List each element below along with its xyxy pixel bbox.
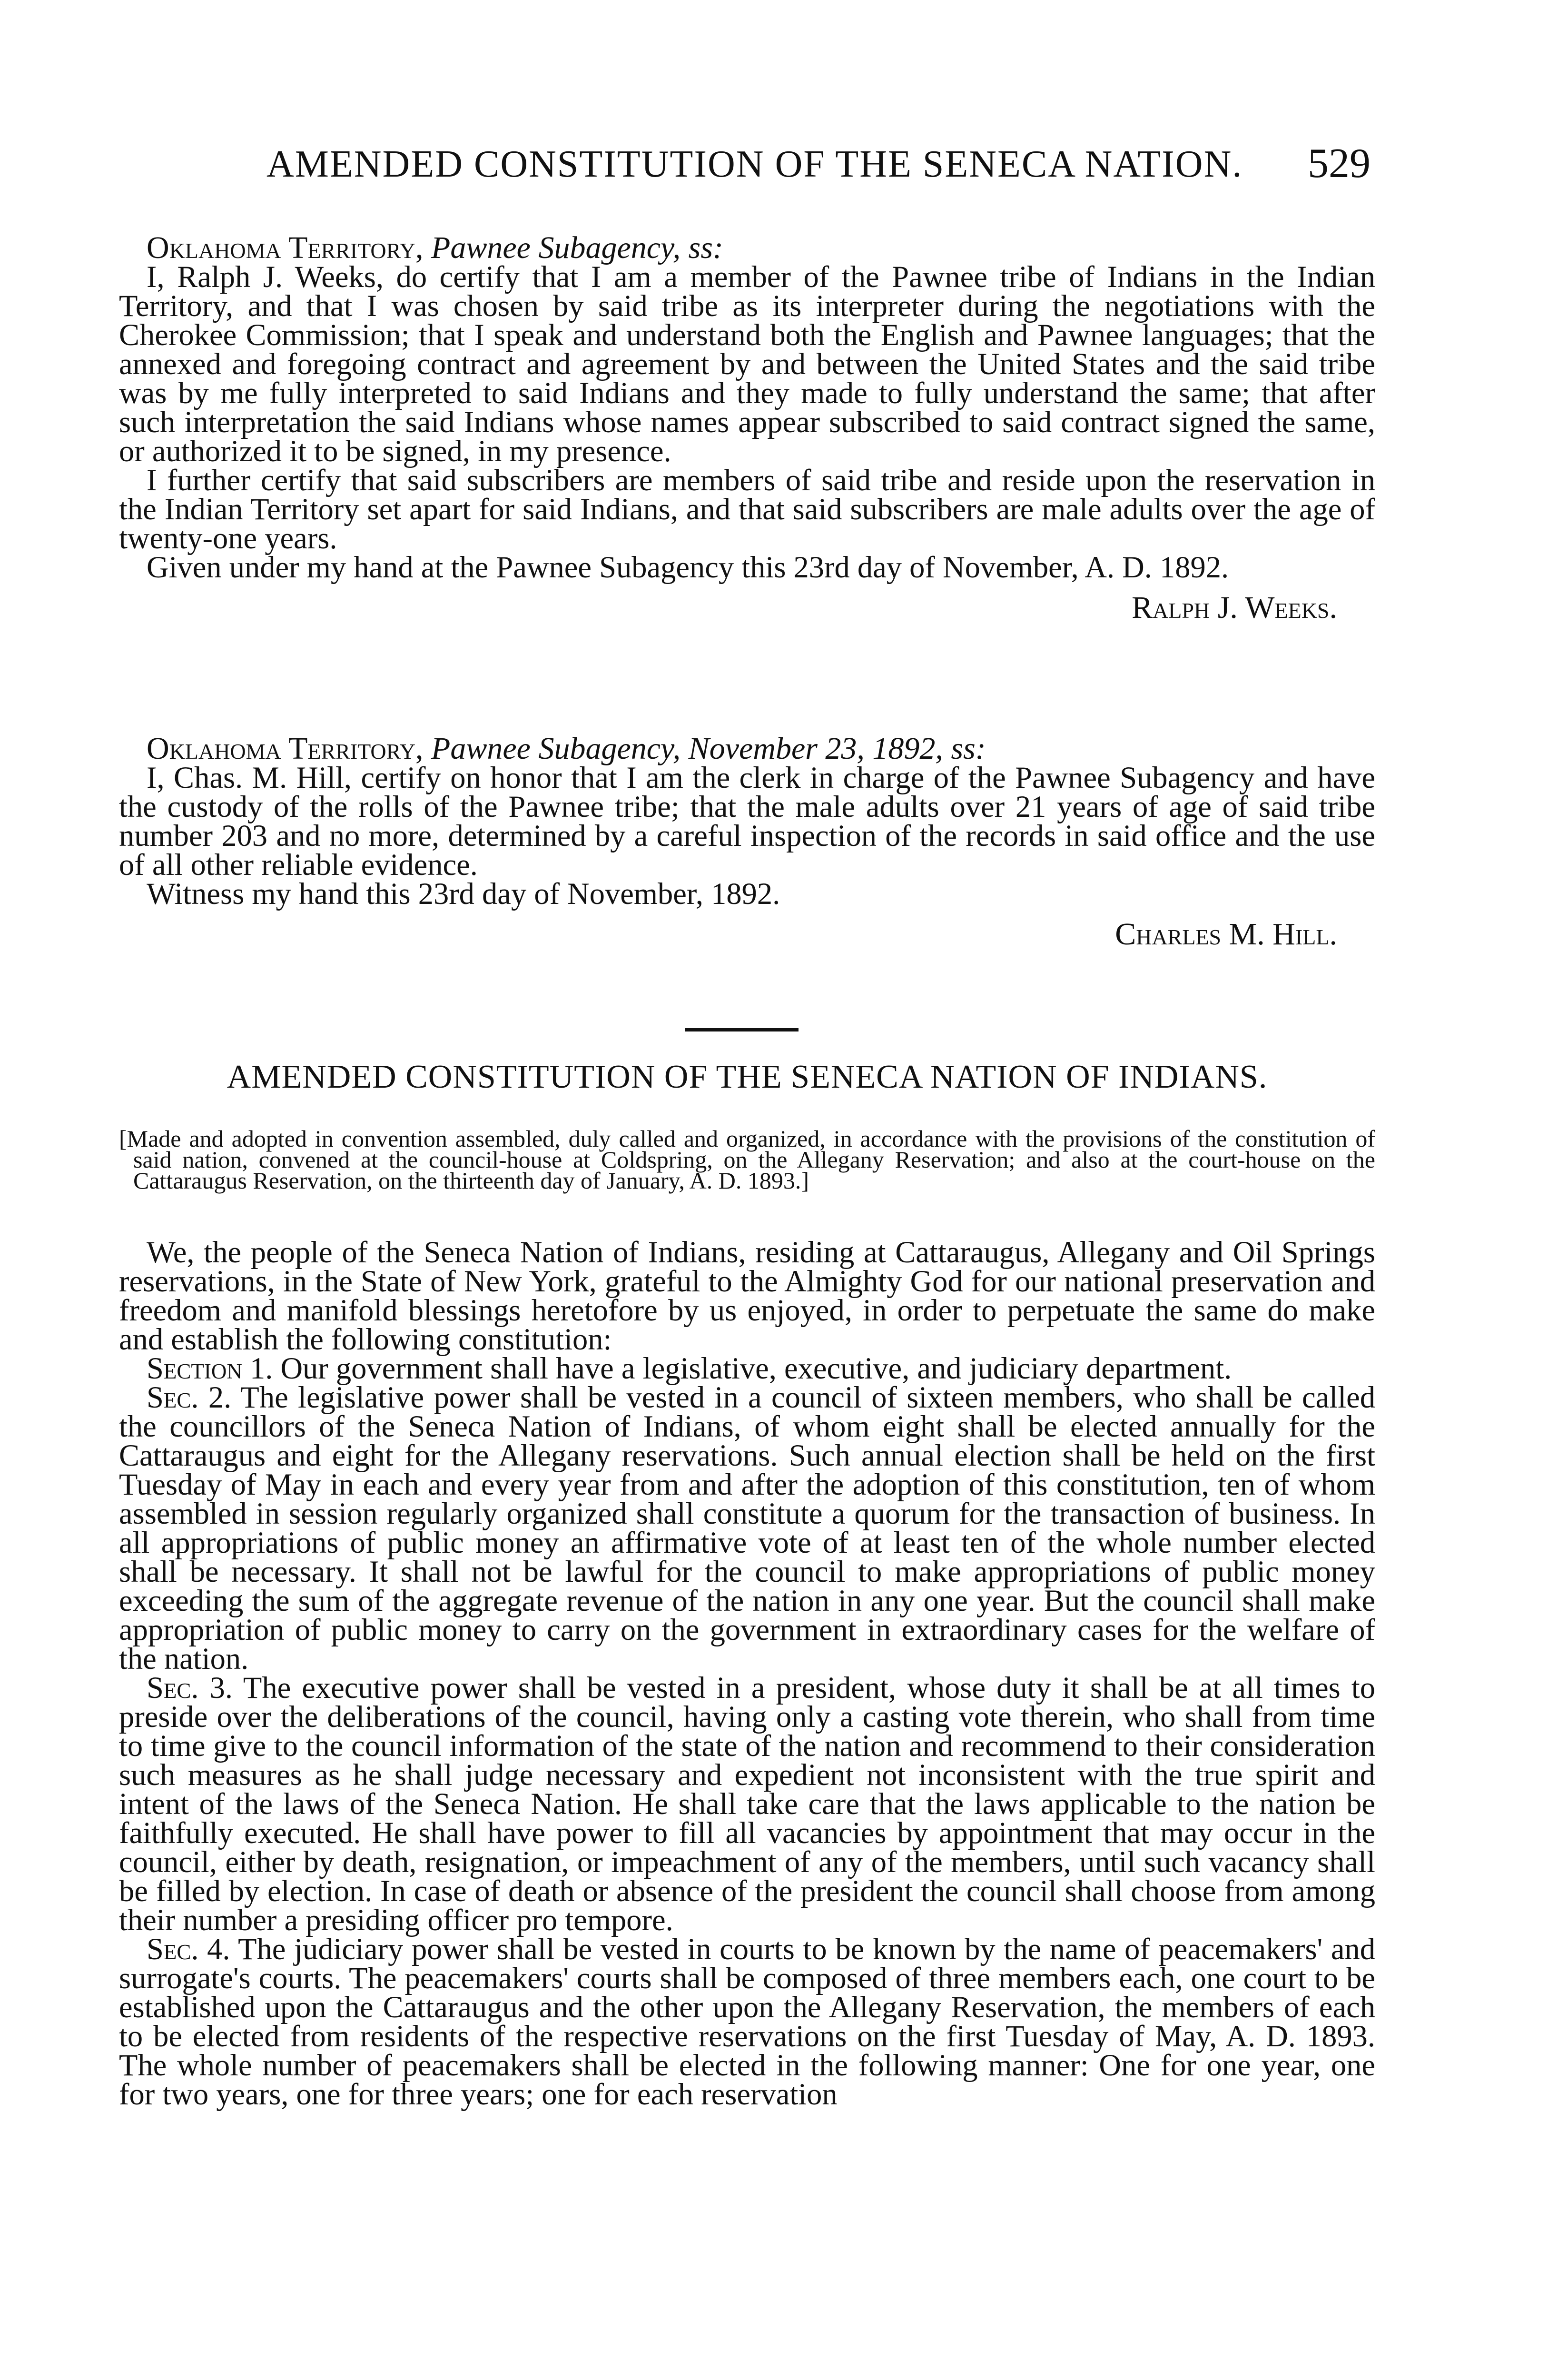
- section-label: Sec. 2.: [147, 1380, 232, 1414]
- section-1: [119, 1351, 1375, 1385]
- caption-place: Pawnee Subagency, November 23, 1892, ss:: [431, 731, 986, 766]
- section-text: The executive power shall be vested in a president, whose duty it shall be at all times to preside over the deliberations of the council, having only a casting vote therein, who shall from time to time give to the council information of the state of the nation and recommend to their consideration such measures as he shall judge necessary and expedient not inconsistent with the true spirit and intent of the laws of the Seneca Nation. He shall take care that the laws applicable to the nation be faithfully executed. He shall have power to fill all vacancies by appointment that may occur in the council, either by death, resignation, or impeachment of any of the members, until such vacancy shall be filled by election. In case of death or absence of the president the council shall choose from among their number a presiding officer pro tempore.: [119, 1671, 1375, 1937]
- paragraph: I, Chas. M. Hill, certify on honor that I am the clerk in charge of the Pawnee Subagency and have the custody of the rolls of the Pawnee tribe; that the male adults over 21 years of age of said tribe number 203 and no more, determined by a careful inspection of the records in said office and the use of all other reliable evidence.: [119, 761, 1375, 882]
- hill-certificate-caption: [119, 731, 1375, 766]
- section-label: Sec. 3.: [147, 1671, 233, 1705]
- adoption-note-text: [Made and adopted in convention assembled, duly called and organized, in accordance with the provisions of the constitution of said nation, convened at the council-house at Coldspring, on the Allegany Reservation; and also at the court-house on the Cattaraugus Reservation, on the thirteenth day of January, A. D. 1893.]: [119, 1125, 1375, 1194]
- paragraph: I further certify that said subscribers are members of said tribe and reside upon the reservation in the Indian Territory set apart for said Indians, and that said subscribers are male adults over the age of twenty-one years.: [119, 463, 1375, 555]
- section-label: Sec. 4.: [147, 1932, 230, 1966]
- caption-territory: Oklahoma Territory,: [147, 731, 424, 766]
- section-text: The judiciary power shall be vested in courts to be known by the name of peacemakers' and surrogate's courts. The peacemakers' courts shall be composed of three members each, one court to be established upon the Cattaraugus and the other upon the Allegany Reservation, the members of each to be elected from residents of the respective reservations on the first Tuesday of May, A. D. 1893. The whole number of peacemakers shall be elected in the following manner: One for one year, one for two years, one for three years; one for each reservation: [119, 1932, 1375, 2111]
- hill-certificate: [119, 731, 1375, 952]
- section-divider: [685, 1028, 799, 1031]
- paragraph: Given under my hand at the Pawnee Subagency this 23rd day of November, A. D. 1892.: [147, 550, 1229, 584]
- constitution-body: [119, 1235, 1376, 2111]
- section-4: [119, 1934, 1375, 2109]
- section-label: Section 1.: [147, 1351, 273, 1385]
- section-text: Our government shall have a legislative, executive, and judiciary department.: [280, 1351, 1232, 1385]
- weeks-certificate-caption: [119, 230, 1375, 265]
- section-3: [119, 1671, 1375, 1937]
- caption-place: Pawnee Subagency, ss:: [431, 230, 724, 265]
- weeks-certificate: [119, 230, 1375, 625]
- caption-territory: Oklahoma Territory,: [147, 230, 424, 265]
- adoption-note: [119, 1125, 1375, 1194]
- weeks-signature: Ralph J. Weeks.: [1132, 590, 1337, 625]
- constitution-title: AMENDED CONSTITUTION OF THE SENECA NATION OF INDIANS.: [227, 1059, 1268, 1095]
- section-2: [119, 1380, 1376, 1676]
- paragraph: I, Ralph J. Weeks, do certify that I am a member of the Pawnee tribe of Indians in the Indian Territory, and that I was chosen by said tribe as its interpreter during the negotiations with the Cherokee Commission; that I speak and understand both the English and Pawnee languages; that the annexed and foregoing contract and agreement by and between the United States and the said tribe was by me fully interpreted to said Indians and they made to fully understand the same; that after such interpretation the said Indians whose names appear subscribed to said contract signed the same, or authorized it to be signed, in my presence.: [119, 260, 1375, 468]
- running-head: AMENDED CONSTITUTION OF THE SENECA NATION.: [266, 143, 1243, 185]
- preamble: We, the people of the Seneca Nation of Indians, residing at Cattaraugus, Allegany and Oil Springs reservations, in the State of New York, grateful to the Almighty God for our national preservation and freedom and manifold blessings heretofore by us enjoyed, in order to perpetuate the same do make and establish the following constitution:: [119, 1235, 1375, 1356]
- section-text: The legislative power shall be vested in a council of sixteen members, who shall be called the councillors of the Seneca Nation of Indians, of whom eight shall be elected annually for the Cattaraugus and eight for the Allegany reservations. Such annual election shall be held on the first Tuesday of May in each and every year from and after the adoption of this constitution, ten of whom assembled in session regularly organized shall constitute a quorum for the transaction of business. In all appropriations of public money an affirmative vote of at least ten of the whole number elected shall be necessary. It shall not be lawful for the council to make appropriations of public money exceeding the sum of the aggregate revenue of the nation in any one year. But the council shall make appropriation of public money to carry on the government in extraordinary cases for the welfare of the nation.: [119, 1380, 1376, 1676]
- page-number: 529: [1308, 140, 1371, 187]
- hill-signature: Charles M. Hill.: [1115, 917, 1337, 952]
- paragraph: Witness my hand this 23rd day of November, 1892.: [147, 877, 780, 911]
